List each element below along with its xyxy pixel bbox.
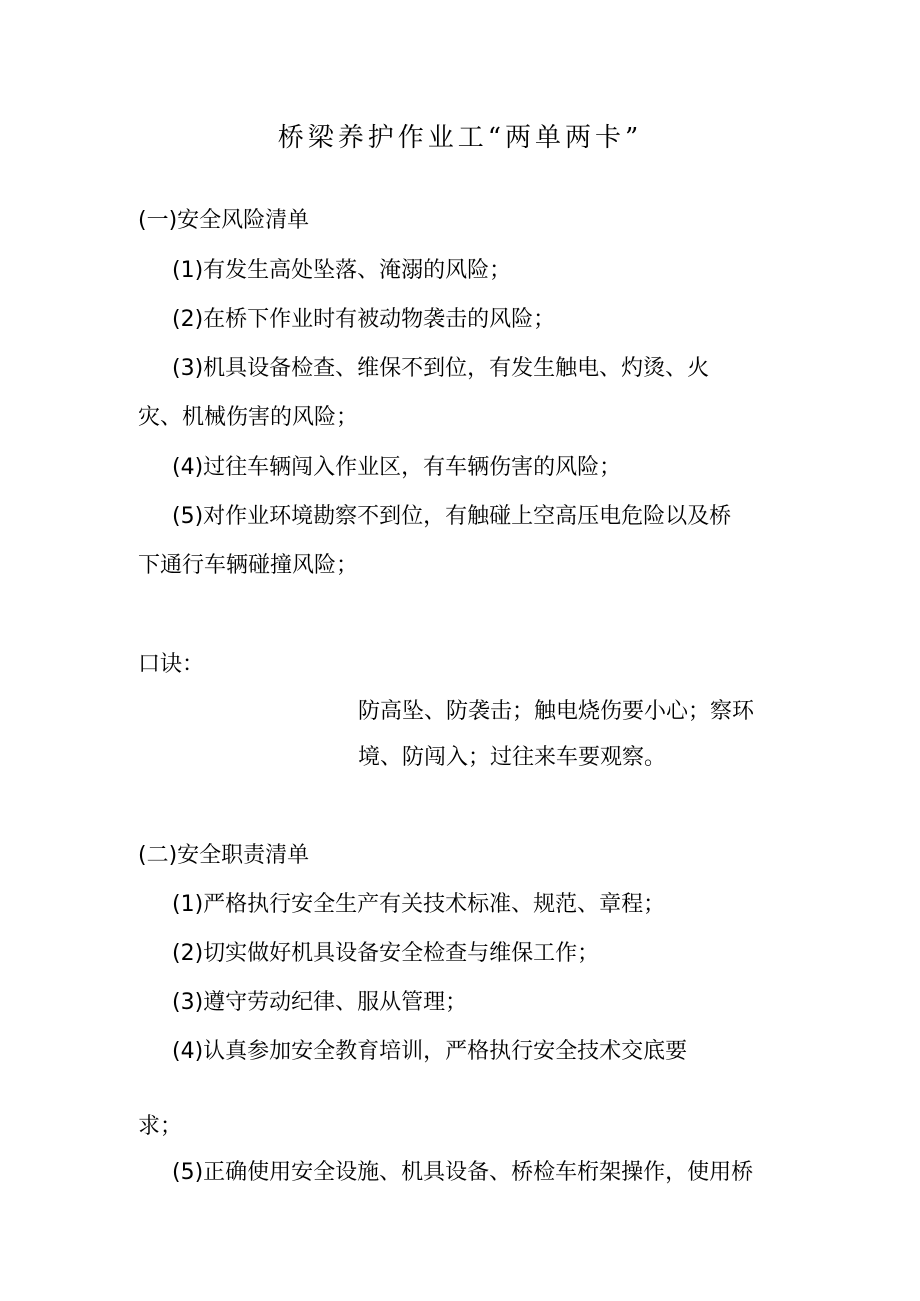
section2-heading: (二)安全职责清单 [138, 843, 310, 868]
mnemonic-line-1: 防高坠、防袭击；触电烧伤要小心；察环 [358, 699, 755, 724]
section2-item-5: (5)正确使用安全设施、机具设备、桥检车桁架操作，使用桥 [172, 1160, 754, 1185]
section2-item-4: (4)认真参加安全教育培训，严格执行安全技术交底要 [172, 1039, 688, 1064]
mnemonic-line-2: 境、防闯入；过往来车要观察。 [358, 745, 667, 770]
section1-item-1: (1)有发生高处坠落、淹溺的风险； [172, 258, 512, 283]
section2-item-4-cont: 求； [138, 1114, 183, 1139]
section1-item-2: (2)在桥下作业时有被动物袭击的风险； [172, 307, 556, 332]
section1-item-3: (3)机具设备检查、维保不到位，有发生触电、灼烫、火 [172, 356, 710, 381]
mnemonic-label: 口诀： [138, 652, 205, 677]
section1-item-5-cont: 下通行车辆碰撞风险； [138, 553, 359, 578]
section1-item-5: (5)对作业环境勘察不到位，有触碰上空高压电危险以及桥 [172, 504, 732, 529]
document-title: 桥梁养护作业工“两单两卡” [277, 123, 643, 153]
section1-item-3-cont: 灾、机械伤害的风险； [138, 405, 359, 430]
section1-heading: (一)安全风险清单 [138, 208, 310, 233]
section2-item-3: (3)遵守劳动纪律、服从管理； [172, 990, 468, 1015]
section1-item-4: (4)过往车辆闯入作业区，有车辆伤害的风险； [172, 455, 622, 480]
section2-item-2: (2)切实做好机具设备安全检查与维保工作； [172, 941, 600, 966]
section2-item-1: (1)严格执行安全生产有关技术标准、规范、章程； [172, 892, 666, 917]
